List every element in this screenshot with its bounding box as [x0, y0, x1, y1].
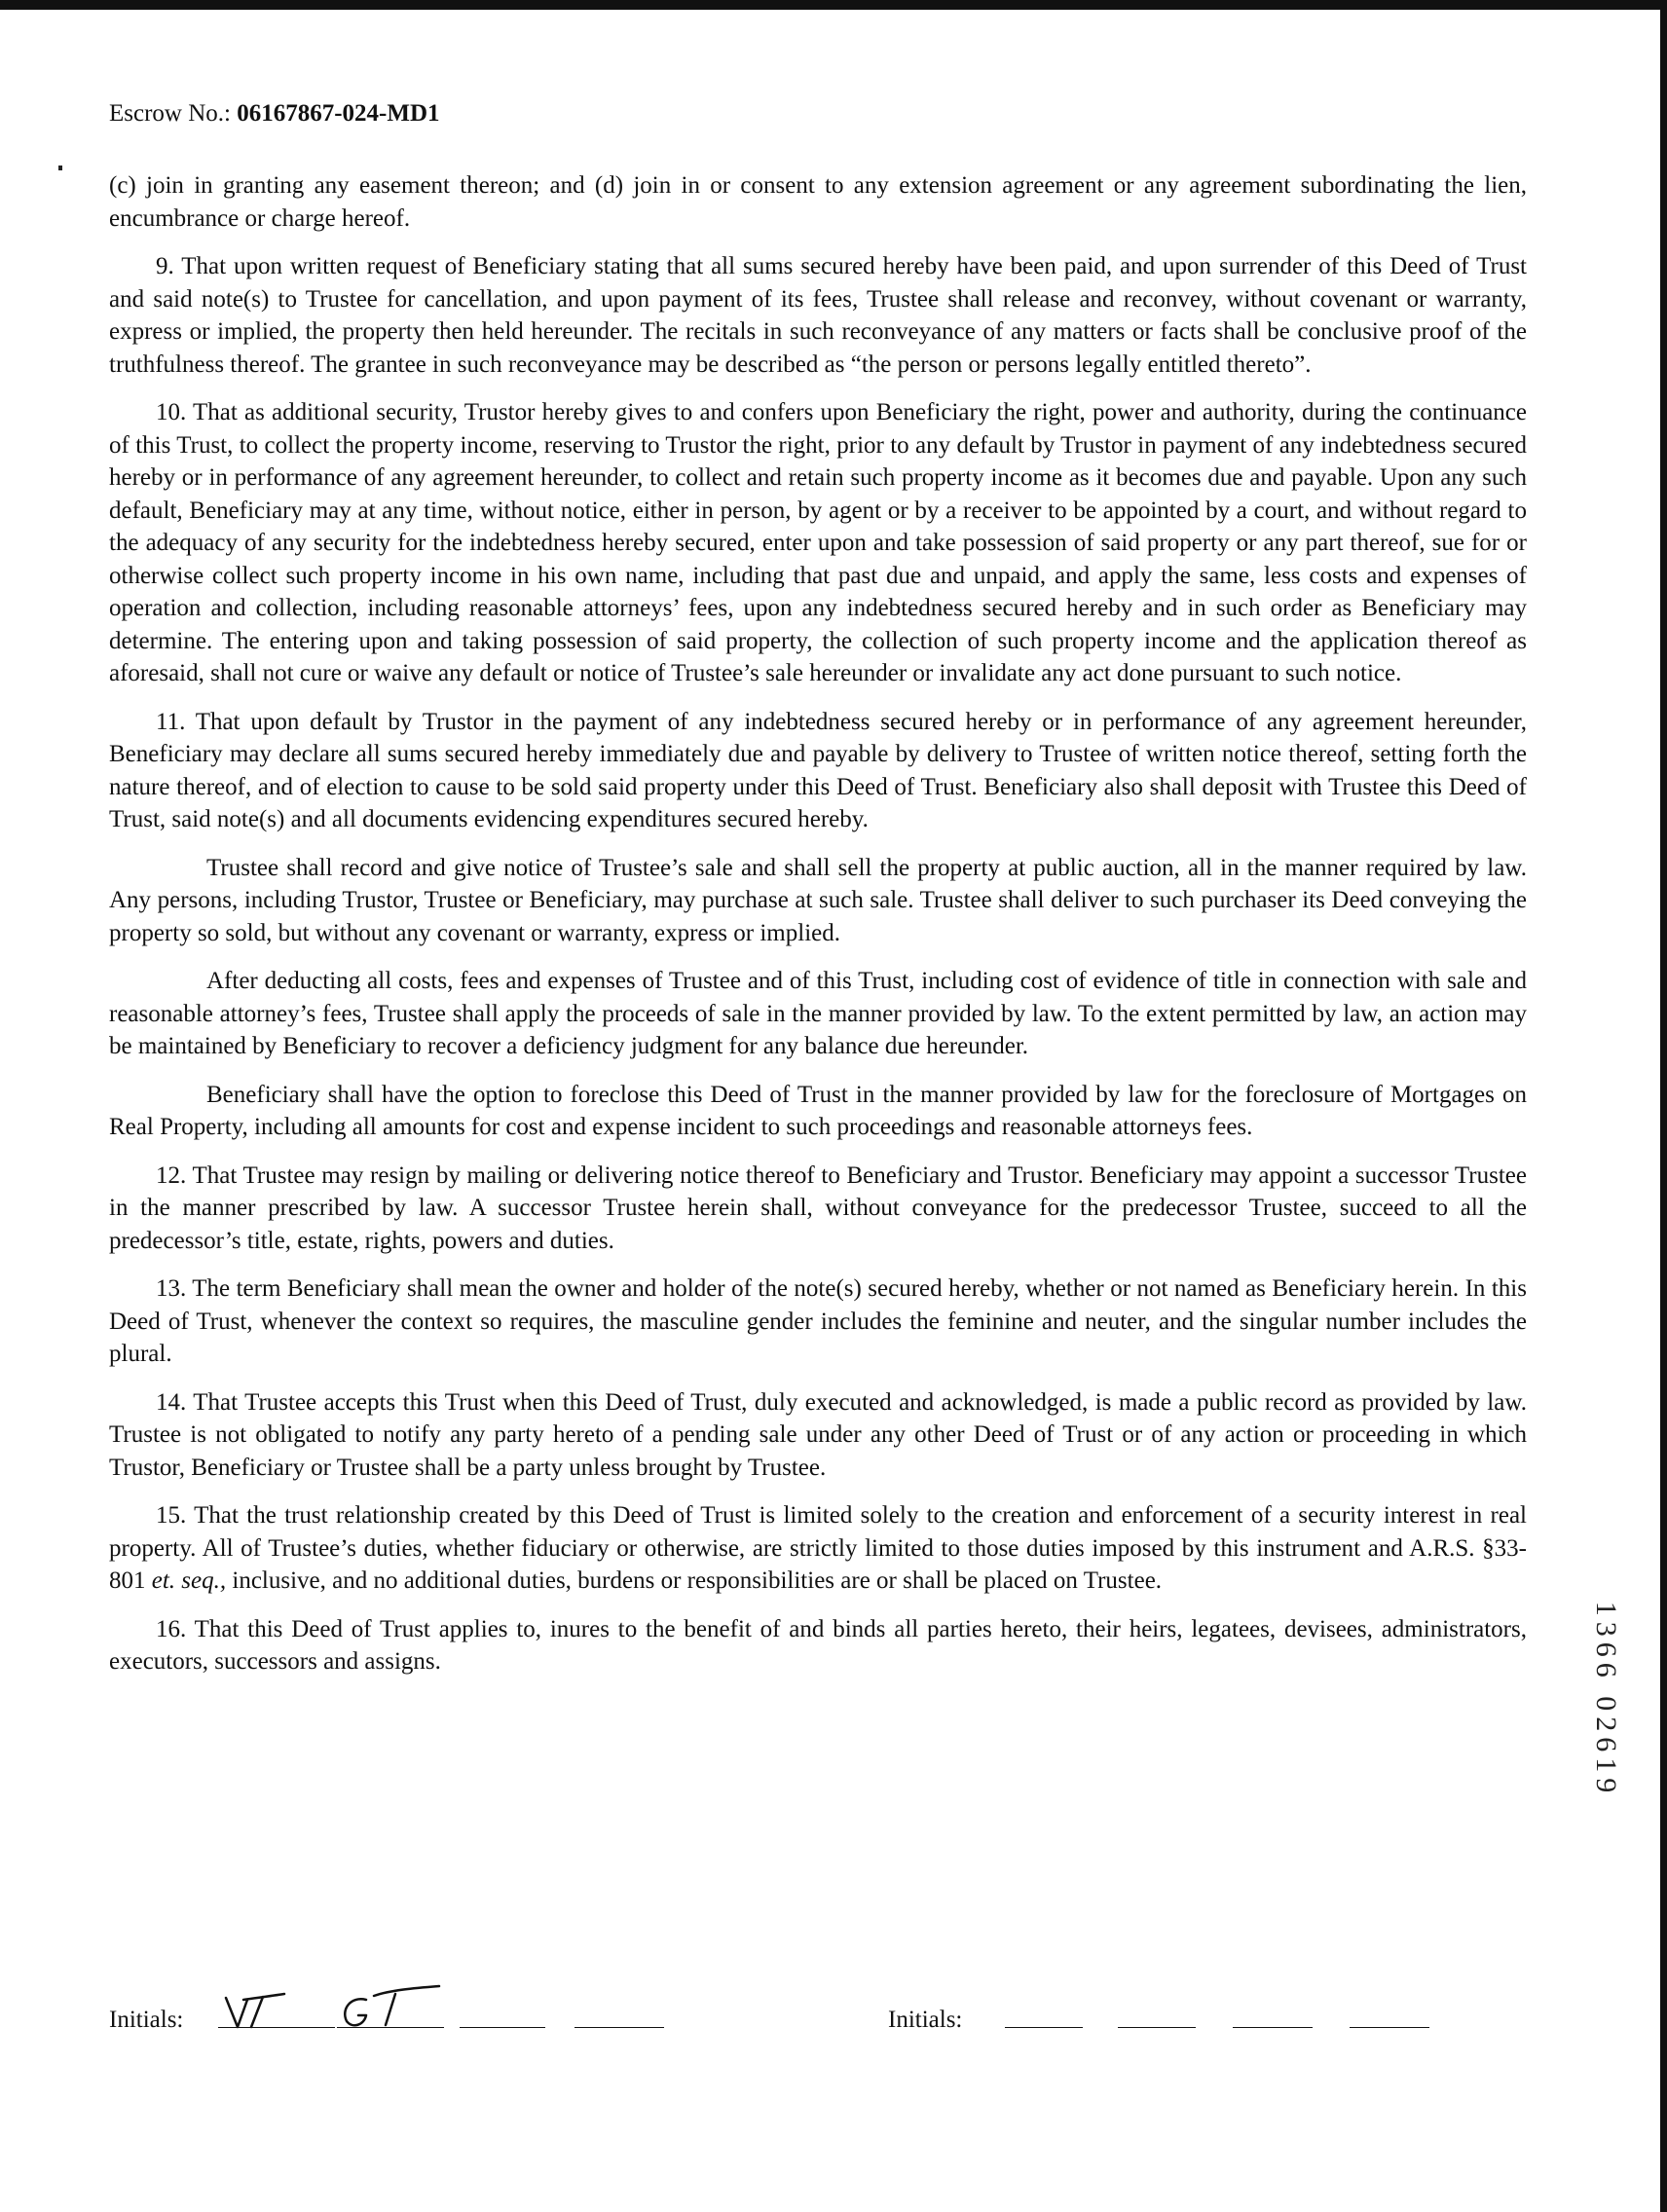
initials-left-blank-3[interactable]: [460, 2027, 545, 2028]
escrow-number: 06167867-024-MD1: [237, 100, 440, 127]
initials-right-blank-2[interactable]: [1118, 2027, 1196, 2028]
recording-number-vertical: [1591, 1564, 1620, 1836]
escrow-label: Escrow No.:: [109, 100, 231, 127]
scan-speck: [58, 166, 62, 170]
paragraph-11: 11. That upon default by Trustor in the payment of any indebtedness secured hereby or in performance of any agreement hereunder, Beneficiary may declare all sums secured hereby immediately due and payable by delivery to Trustee of written notice thereof, setting forth the nature thereof, and of election to cause to be sold said property under this Deed of Trust. Beneficiary also shall deposit with Trustee this Deed of Trust, said note(s) and all documents evidencing expenditures secured hereby.: [109, 708, 1527, 832]
paragraph-11-proceeds: After deducting all costs, fees and expenses of Trustee and of this Trust, including cost of evidence of title in connection with sale and reasonable attorney’s fees, Trustee shall apply the proceeds of sale in the manner provided by law. To the extent permitted by law, an action may be maintained by Beneficiary to recover a deficiency judgment for any balance due hereunder.: [109, 968, 1527, 1059]
scan-top-border: [0, 0, 1667, 10]
initials-right-label: Initials:: [888, 2007, 963, 2033]
paragraph-continuation: (c) join in granting any easement thereon; and (d) join in or consent to any extension agreement or any agreement subordinating the lien, encumbrance or charge hereof.: [109, 172, 1527, 232]
paragraph-15-italic: et. seq.,: [151, 1567, 227, 1594]
paragraph-9: 9. That upon written request of Beneficiary stating that all sums secured hereby have been paid, and upon surrender of this Deed of Trust and said note(s) to Trustee for cancellation, and upon payment of its fees, Trustee shall release and reconvey, without covenant or warranty, express or implied, the property then held hereunder. The recitals in such reconveyance of any matters or facts shall be conclusive proof of the truthfulness thereof. The grantee in such reconveyance may be described as “the person or persons legally entitled thereto”.: [109, 253, 1527, 378]
paragraph-16: 16. That this Deed of Trust applies to, inures to the benefit of and binds all parties hereto, their heirs, legatees, devisees, administrators, executors, successors and assigns.: [109, 1615, 1527, 1675]
handwritten-initials-vt: [218, 1984, 335, 2033]
paragraph-11-foreclosure: Beneficiary shall have the option to foreclose this Deed of Trust in the manner provided by law for the foreclosure of Mortgages on Real Property, including all amounts for cost and expense incident to such proceedings and reasonable attorneys fees.: [109, 1081, 1527, 1140]
paragraph-13: 13. The term Beneficiary shall mean the owner and holder of the note(s) secured hereby, whether or not named as Beneficiary herein. In this Deed of Trust, whenever the context so requires, the masculine gender includes the feminine and neuter, and the singular number includes the plural.: [109, 1275, 1527, 1367]
initials-left-blank-2[interactable]: [337, 2027, 444, 2028]
initials-right-blank-4[interactable]: [1350, 2027, 1429, 2028]
initials-right-blank-1[interactable]: [1005, 2027, 1083, 2028]
escrow-header: [109, 97, 440, 130]
handwritten-initials-gt: [337, 1984, 454, 2033]
initials-right-blank-3[interactable]: [1233, 2027, 1313, 2028]
paragraph-15: [109, 1499, 1527, 1598]
paragraph-11-trustee-sale: Trustee shall record and give notice of Trustee’s sale and shall sell the property at public auction, all in the manner required by law. Any persons, including Trustor, Trustee or Beneficiary, may purchase at such sale. Trustee shall deliver to such purchaser its Deed conveying the property so sold, but without any covenant or warranty, express or implied.: [109, 854, 1527, 946]
paragraph-10: 10. That as additional security, Trustor hereby gives to and confers upon Beneficiary the right, power and authority, during the continuance of this Trust, to collect the property income, reserving to Trustor the right, prior to any default by Trustor in payment of any indebtedness secured hereby or in performance of any agreement hereunder, to collect and retain such property income as it becomes due and payable. Upon any such default, Beneficiary may at any time, without notice, either in person, by agent or by a receiver to be appointed by a court, and without regard to the adequacy of any security for the indebtedness hereby secured, enter upon and take possession of said property or any part thereof, sue for or otherwise collect such property income in his own name, including that past due and unpaid, and apply the same, less costs and expenses of operation and collection, including reasonable attorneys’ fees, upon any indebtedness secured hereby and in such order as Beneficiary may determine. The entering upon and taking possession of said property, the collection of such property income and the application thereof as aforesaid, shall not cure or waive any default or notice of Trustee’s sale hereunder or invalidate any act done pursuant to such notice.: [109, 399, 1527, 686]
initials-left-label: Initials:: [109, 2007, 184, 2033]
paragraph-15-text-b: inclusive, and no additional duties, burdens or responsibilities are or shall be placed on Trustee.: [226, 1567, 1163, 1594]
initials-left-blank-1[interactable]: [218, 2027, 335, 2028]
document-body: [109, 169, 1527, 1694]
recording-number-text: 1366 02619: [1590, 1601, 1622, 1799]
paragraph-15-text-a: 15. That the trust relationship created by this Deed of Trust is limited solely to the creation and enforcement of a security interest in real property. All of Trustee’s duties, whether fiduciary or otherwise, are strictly limited to those duties imposed by this instrument and A.R.S. §33-801: [109, 1502, 1527, 1594]
paragraph-14: 14. That Trustee accepts this Trust when this Deed of Trust, duly executed and acknowledged, is made a public record as provided by law. Trustee is not obligated to notify any party hereto of a pending sale under any other Deed of Trust or of any action or proceeding in which Trustor, Beneficiary or Trustee shall be a party unless brought by Trustee.: [109, 1388, 1527, 1481]
scan-right-border: [1660, 0, 1667, 2212]
initials-left-blank-4[interactable]: [574, 2027, 664, 2028]
paragraph-12: 12. That Trustee may resign by mailing or delivering notice thereof to Beneficiary and Trustor. Beneficiary may appoint a successor Trustee in the manner prescribed by law. A successor Trustee herein shall, without conveyance for the predecessor Trustee, succeed to all the predecessor’s title, estate, rights, powers and duties.: [109, 1161, 1527, 1254]
